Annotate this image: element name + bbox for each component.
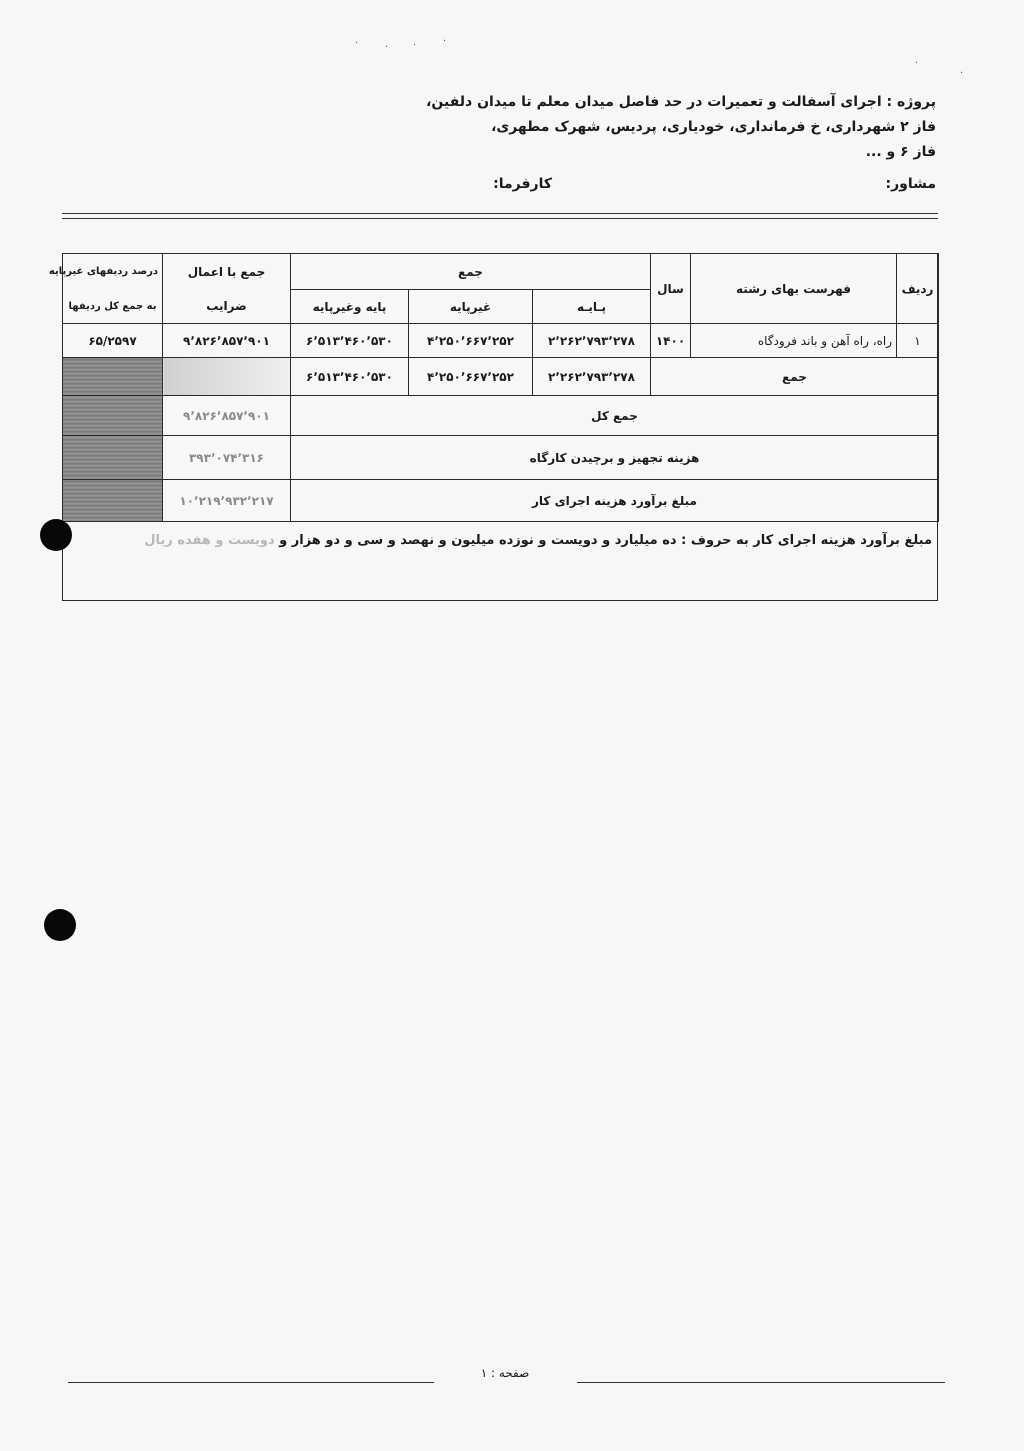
col-header-base: پـایـه [533, 290, 651, 324]
project-title-line2: فاز ۲ شهرداری، خ فرمانداری، خودیاری، پردیس، شهرک مطهری، [491, 119, 936, 135]
summary-value-grand-total: ۹٬۸۲۶٬۸۵۷٬۹۰۱ [163, 396, 291, 436]
total-non-base: ۴٬۲۵۰٬۶۶۷٬۲۵۲ [409, 358, 533, 396]
cell-price-list: راه، راه آهن و باند فرودگاه [691, 324, 897, 358]
amount-in-words-text: ده میلیارد و دویست و نوزده میلیون و نهصد و سی و دو هزار و [279, 533, 677, 548]
scan-speck: · [960, 68, 964, 79]
redacted-cell [63, 436, 163, 480]
footer-line-left [68, 1382, 434, 1383]
redacted-cell [63, 480, 163, 522]
parties-row [80, 176, 936, 200]
employer-label: کارفرما: [493, 176, 552, 192]
summary-row [63, 436, 939, 480]
cell-base: ۲٬۲۶۲٬۷۹۳٬۲۷۸ [533, 324, 651, 358]
total-base-and-non-base: ۶٬۵۱۳٬۴۶۰٬۵۳۰ [291, 358, 409, 396]
project-title-line3: فاز ۶ و ... [865, 144, 936, 160]
cell-year: ۱۴۰۰ [651, 324, 691, 358]
project-header [336, 90, 936, 165]
amount-in-words [144, 533, 932, 548]
table-row [63, 324, 939, 358]
col-header-percent-2: به جمع کل ردیفها [63, 290, 163, 324]
summary-row [63, 396, 939, 436]
summary-row [63, 480, 939, 522]
total-row [63, 358, 939, 396]
punch-hole-top [40, 519, 72, 551]
summary-value-site-setup: ۳۹۳٬۰۷۴٬۳۱۶ [163, 436, 291, 480]
total-row-label: جمع [651, 358, 939, 396]
col-header-sum-with-tax-2: ضرایب [163, 290, 291, 324]
redacted-cell [63, 396, 163, 436]
amount-in-words-faded-tail: دویست و هفده ریال [144, 533, 275, 548]
redacted-cell [163, 358, 291, 396]
header-divider-bottom [62, 218, 938, 219]
cell-base-and-non-base: ۶٬۵۱۳٬۴۶۰٬۵۳۰ [291, 324, 409, 358]
scan-speck: · [443, 36, 447, 47]
total-base: ۲٬۲۶۲٬۷۹۳٬۲۷۸ [533, 358, 651, 396]
cost-estimate-table [48, 253, 939, 522]
punch-hole-bottom [44, 909, 76, 941]
footer-line-right [577, 1382, 945, 1383]
scan-speck: · [915, 58, 919, 69]
col-header-year: سال [651, 254, 691, 324]
col-header-sum: جمع [291, 254, 651, 290]
scan-speck: · [355, 38, 359, 49]
col-header-row-no: ردیف [897, 254, 939, 324]
summary-label-grand-total: جمع کل [291, 396, 939, 436]
scan-speck: · [385, 42, 389, 53]
col-header-base-and-non-base: پایه وغیرپایه [291, 290, 409, 324]
cell-non-base: ۴٬۲۵۰٬۶۶۷٬۲۵۲ [409, 324, 533, 358]
cell-row-no: ۱ [897, 324, 939, 358]
summary-label-site-setup: هزینه تجهیز و برچیدن کارگاه [291, 436, 939, 480]
amount-in-words-label: مبلغ برآورد هزینه اجرای کار به حروف : [681, 533, 932, 548]
col-header-price-list: فهرست بهای رشته [691, 254, 897, 324]
consultant-label: مشاور: [885, 176, 936, 192]
project-title-line1: پروژه : اجرای آسفالت و تعمیرات در حد فاصل میدان معلم تا میدان دلفین، [426, 94, 936, 110]
col-header-non-base: غیرپایه [409, 290, 533, 324]
summary-value-estimate: ۱۰٬۲۱۹٬۹۳۲٬۲۱۷ [163, 480, 291, 522]
redacted-cell [63, 358, 163, 396]
col-header-sum-with-tax-1: جمع با اعمال [163, 254, 291, 290]
col-header-percent-1: درصد ردیفهای غیرپایه [63, 254, 163, 290]
summary-label-estimate: مبلغ برآورد هزینه اجرای کار [291, 480, 939, 522]
header-row-1 [63, 254, 939, 290]
cell-sum-with-tax: ۹٬۸۲۶٬۸۵۷٬۹۰۱ [163, 324, 291, 358]
page-number: صفحه : ۱ [480, 1366, 530, 1380]
header-divider-top [62, 213, 938, 214]
cell-percent: ۶۵/۲۵۹۷ [63, 324, 163, 358]
scan-speck: · [413, 40, 417, 51]
